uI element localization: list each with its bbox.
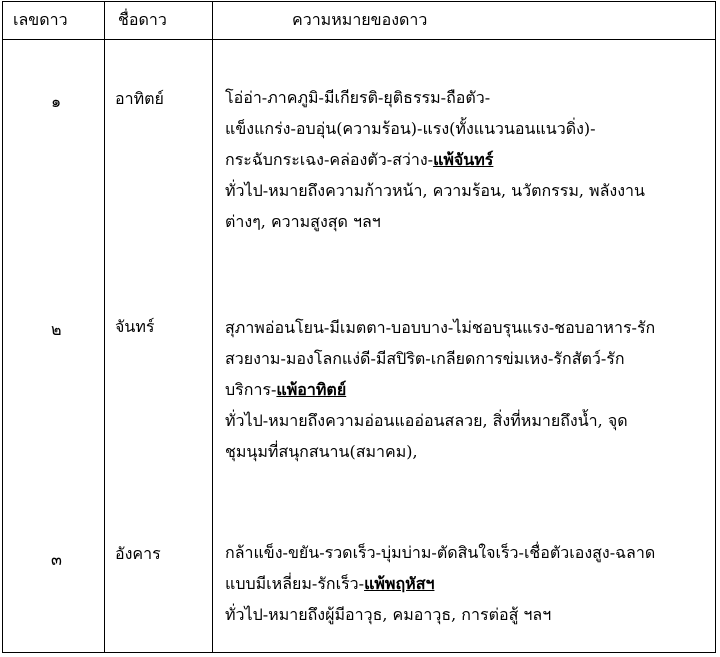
header-name: ชื่อดาว [118, 10, 167, 29]
row-2-line-3 [225, 374, 713, 405]
row-2-line-1: สุภาพอ่อนโยน-มีเมตตา-บอบบาง-ไม่ชอบรุนแรง-ชอบอาหาร-รัก [225, 318, 656, 337]
row-3-meaning [225, 537, 713, 630]
row-3-rival: แพ้พฤหัสฯ [364, 574, 435, 593]
row-3-number: ๓ [51, 550, 62, 569]
row-1-rival: แพ้จันทร์ [433, 150, 494, 169]
row-1-line-3-text: กระฉับกระเฉง-คล่องตัว-สว่าง- [225, 150, 434, 169]
column-divider-2 [212, 2, 213, 652]
row-2-line-5: ชุมนุมที่สนุกสนาน(สมาคม), [225, 442, 418, 461]
row-1-line-4: ทั่วไป-หมายถึงความก้าวหน้า, ความร้อน, นวัตกรรม, พลังงาน [225, 181, 645, 200]
column-divider-1 [104, 2, 105, 652]
row-3-line-3: ทั่วไป-หมายถึงผู้มีอาวุธ, คมอาวุธ, การต่อสู้ ฯลฯ [225, 605, 552, 624]
row-2-meaning [225, 312, 713, 467]
row-3-name: อังคาร [115, 544, 161, 563]
header-number: เลขดาว [13, 10, 68, 29]
row-2-name: จันทร์ [115, 317, 155, 336]
row-2-line-3-text: บริการ- [225, 380, 277, 399]
row-3-line-2-text: แบบมีเหลี่ยม-รักเร็ว- [225, 574, 365, 593]
row-2-rival: แพ้อาทิตย์ [276, 380, 347, 399]
row-1-line-2: แข็งแกร่ง-อบอุ่น(ความร้อน)-แรง(ทั้งแนวนอนแนวดิ่ง)- [225, 119, 596, 138]
row-2-line-2: สวยงาม-มองโลกแง่ดี-มีสปิริต-เกลียดการข่มเหง-รักสัตว์-รัก [225, 349, 625, 368]
row-1-number: ๑ [51, 92, 62, 111]
astrology-table [2, 1, 716, 653]
row-1-name: อาทิตย์ [115, 89, 164, 108]
row-1-meaning [225, 82, 713, 237]
row-2-number: ๒ [51, 320, 62, 339]
row-1-line-3 [225, 144, 713, 175]
row-3-line-1: กล้าแข็ง-ขยัน-รวดเร็ว-บุ่มบ่าม-ตัดสินใจเร็ว-เชื่อตัวเองสูง-ฉลาด [225, 543, 656, 562]
row-3-line-2 [225, 568, 713, 599]
row-1-line-5: ต่างๆ, ความสูงสุด ฯลฯ [225, 212, 381, 231]
row-1-line-1: โอ่อ่า-ภาคภูมิ-มีเกียรติ-ยุติธรรม-ถือตัว- [225, 88, 491, 107]
row-2-line-4: ทั่วไป-หมายถึงความอ่อนแออ่อนสลวย, สิ่งที่หมายถึงน้ำ, จุด [225, 411, 628, 430]
header-meaning: ความหมายของดาว [292, 10, 428, 29]
header-divider [3, 39, 715, 40]
